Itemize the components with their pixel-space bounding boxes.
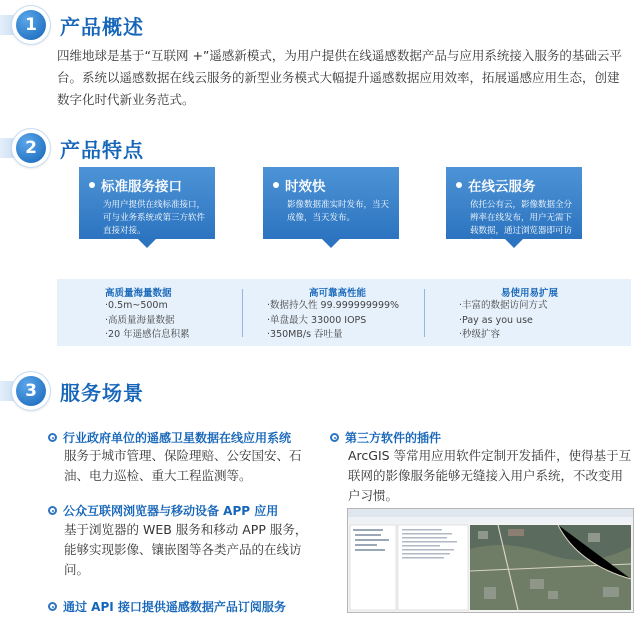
scenario-title: [330, 429, 441, 446]
section-number-badge: [12, 372, 50, 410]
feature-card-standard-interface: [79, 167, 215, 239]
scenario-title: [48, 429, 291, 446]
stats-column-usability: [459, 279, 619, 346]
scenario-text: ArcGIS 等常用应用软件定制开发插件，使得基于互联网的影像服务能够无缝接入用户系统，不改变用户习惯。: [348, 448, 632, 503]
column-item: ·秒级扩容: [459, 329, 501, 340]
section-1-header: [0, 6, 144, 44]
bullet-circle-icon: [48, 433, 57, 442]
feature-desc: 影像数据准实时发布，当天成像，当天发布。: [287, 200, 390, 223]
software-screenshot: [347, 508, 634, 613]
column-item: ·丰富的数据访问方式: [459, 300, 548, 311]
column-title: 高质量海量数据: [105, 288, 172, 299]
section-number: 1: [16, 10, 46, 40]
section-number: 3: [16, 376, 46, 406]
overview-paragraph: 四维地球是基于“互联网 +”遥感新模式，为用户提供在线遥感数据产品与应用系统接入服务的基础云平台。系统以遥感数据在线云服务的新型业务模式大幅提升遥感数据应用效率，拓展遥感应用生态，创建数字化时代新业务范式。: [57, 48, 622, 107]
feature-card-timeliness: [263, 167, 399, 239]
section-title: 服务场景: [60, 380, 144, 405]
bullet-dot-icon: [456, 182, 462, 188]
section-3-header: [0, 372, 144, 410]
section-title: 产品特点: [60, 137, 144, 162]
feature-desc: 依托公有云，影像数据全分辨率在线发布，用户无需下载数据，通过浏览器即可访问与应用。: [470, 200, 573, 249]
feature-title: 时效快: [285, 179, 326, 195]
column-item: ·0.5m~500m: [105, 300, 168, 311]
feature-title: 在线云服务: [468, 179, 536, 195]
column-item: ·数据持久性 99.999999999%: [267, 300, 400, 311]
section-2-header: [0, 129, 144, 167]
stats-column-reliability: [267, 279, 447, 346]
bullet-dot-icon: [273, 182, 279, 188]
scenario-text: 基于浏览器的 WEB 服务和移动 APP 服务，能够实现影像、镶嵌图等各类产品的在线访问。: [64, 522, 308, 577]
column-divider: [424, 289, 425, 337]
feature-card-cloud-service: [446, 167, 582, 249]
section-title: 产品概述: [60, 14, 144, 39]
section-number-badge: [12, 6, 50, 44]
gis-app-illustration: [348, 509, 633, 612]
column-item: ·Pay as you use: [459, 314, 533, 326]
scenario-title-text: 行业政府单位的遥感卫星数据在线应用系统: [63, 431, 292, 445]
bullet-dot-icon: [89, 182, 95, 188]
scenario-title: [48, 502, 278, 519]
section-number: 2: [16, 133, 46, 163]
column-divider: [242, 289, 243, 337]
scenario-title-text: 第三方软件的插件: [345, 431, 442, 445]
section-number-badge: [12, 129, 50, 167]
column-item: ·350MB/s 吞吐量: [267, 329, 343, 340]
bullet-circle-icon: [330, 433, 339, 442]
feature-title: 标准服务接口: [101, 179, 182, 195]
feature-desc: 为用户提供在线标准接口，可与业务系统或第三方软件直接对接。: [103, 200, 206, 236]
scenario-title-text: 通过 API 接口提供遥感数据产品订阅服务: [63, 600, 286, 614]
bullet-circle-icon: [48, 602, 57, 611]
scenario-title-text: 公众互联网浏览器与移动设备 APP 应用: [63, 504, 279, 518]
column-item: ·高质量海量数据: [105, 314, 175, 326]
column-item: ·20 年遥感信息积累: [105, 329, 190, 340]
column-title: 高可靠高性能: [309, 288, 367, 299]
scenario-title: [48, 598, 286, 615]
scenario-text: 服务于城市管理、保险理赔、公安国安、石油、电力巡检、重大工程监测等。: [64, 448, 302, 483]
bullet-circle-icon: [48, 506, 57, 515]
feature-stats-panel: [57, 279, 631, 346]
column-item: ·单盘最大 33000 IOPS: [267, 314, 367, 326]
column-title: 易使用易扩展: [501, 288, 559, 299]
stats-column-data: [105, 279, 275, 346]
